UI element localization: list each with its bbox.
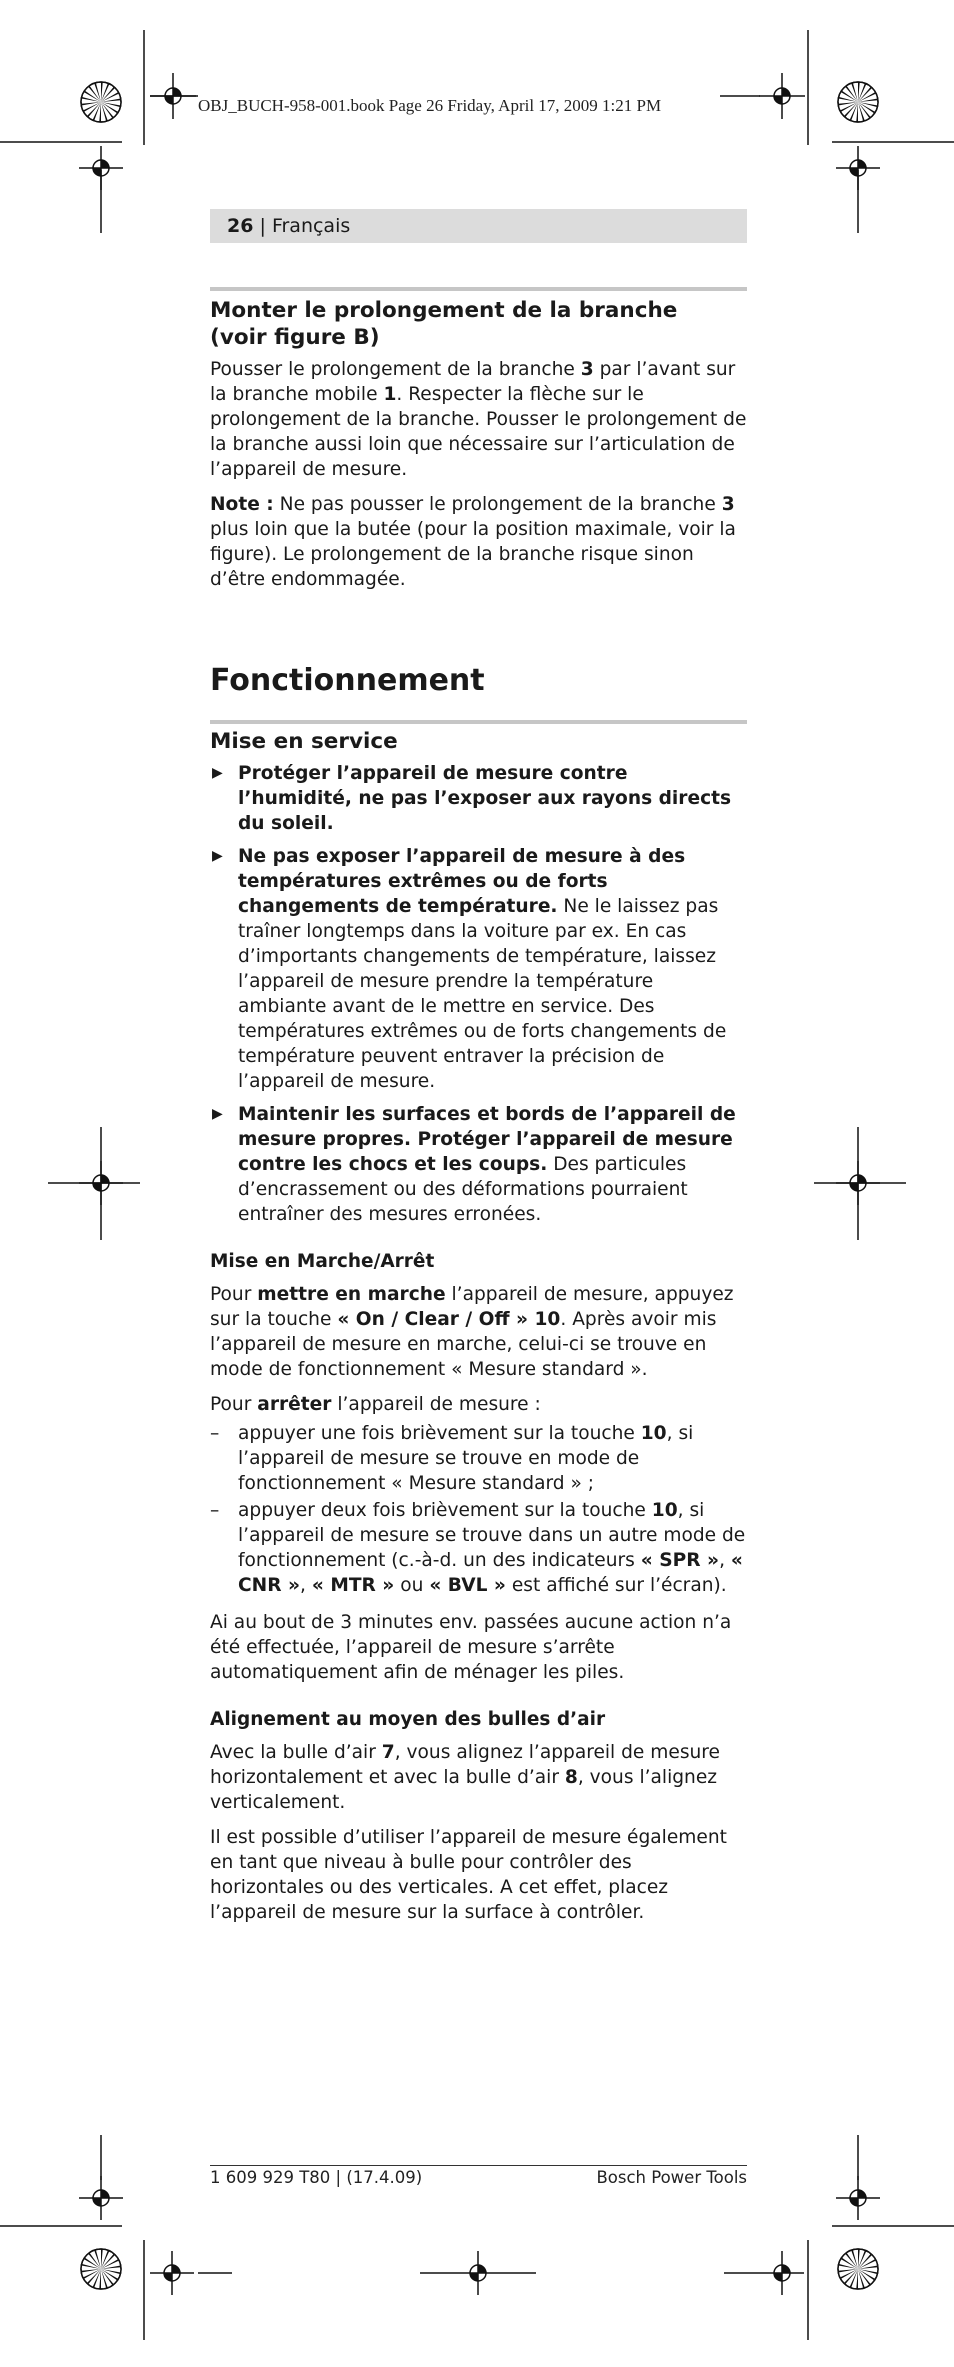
text-run: plus loin que la butée (pour la position maximale, voir la figure). Le prolongement de la branche risque sinon d’être endommagée.	[210, 519, 736, 590]
safety-bullet-list	[210, 761, 747, 1227]
dash-item	[210, 1498, 747, 1598]
text-run: ,	[719, 1550, 731, 1571]
page-number: 26	[227, 215, 254, 237]
page-header-separator: |	[253, 215, 272, 237]
text-run: Il est possible d’utiliser l’appareil de mesure également en tant que niveau à bulle pour contrôler des horizontales ou des verticales. A cet effet, placez l’appareil de mesure sur la surface à contrôler.	[210, 1827, 727, 1923]
page-header-bar	[210, 209, 747, 243]
section-rule	[210, 287, 747, 291]
text-run: Ne pas pousser le prolongement de la branche	[273, 494, 722, 515]
footer-brand: Bosch Power Tools	[596, 2168, 747, 2187]
text-run: Ne le laissez pas traîner longtemps dans la voiture par ex. En cas d’importants changements de température, laissez l’appareil de mesure prendre la température ambiante avant de le mettre en service. Des températures extrêmes ou de forts changements de température peuvent entraver la précision de l’appareil de mesure.	[238, 896, 727, 1092]
text-run: appuyer deux fois brièvement sur la touche	[238, 1500, 652, 1521]
text-run: l’appareil de mesure, appuyez sur la touche	[210, 1284, 734, 1330]
page-header-language: Français	[271, 215, 351, 237]
bold-run: Protéger l’appareil de mesure contre l’humidité, ne pas l’exposer aux rayons directs du soleil.	[238, 763, 732, 834]
text-run: Avec la bulle d’air	[210, 1742, 382, 1763]
bold-run: « On / Clear / Off » 10	[337, 1309, 561, 1330]
section-title-extension: Monter le prolongement de la branche (voir figure B)	[210, 298, 678, 350]
subsection-title-bubble: Alignement au moyen des bulles d’air	[210, 1709, 606, 1730]
paragraph-onoff-1	[210, 1282, 747, 1382]
bold-run: « CNR »	[238, 1550, 743, 1596]
text-run: ou	[394, 1575, 430, 1596]
dash-item	[210, 1421, 747, 1496]
bullet-item	[210, 1102, 747, 1227]
bold-run: mettre en marche	[257, 1284, 446, 1305]
footer-part-number: 1 609 929 T80 | (17.4.09)	[210, 2168, 423, 2187]
bold-run: 3	[721, 494, 735, 515]
section-rule	[210, 720, 747, 724]
bullet-arrow-icon: ▶	[212, 1106, 223, 1122]
bold-run: 7	[381, 1742, 395, 1763]
page-content	[210, 287, 747, 1935]
text-run: Pousser le prolongement de la branche	[210, 359, 581, 380]
text-run: par l’avant sur la branche mobile	[210, 359, 736, 405]
text-run: ,	[300, 1575, 312, 1596]
paragraph-onoff-3	[210, 1610, 747, 1685]
section-title-operation: Fonctionnement	[210, 663, 485, 698]
bold-run: 1	[383, 384, 397, 405]
bullet-arrow-icon: ▶	[212, 765, 223, 781]
bold-run: 10	[640, 1423, 667, 1444]
bold-run: Note :	[210, 494, 274, 515]
book-file-info: OBJ_BUCH-958-001.book Page 26 Friday, April 17, 2009 1:21 PM	[198, 96, 662, 115]
text-run: , vous l’alignez verticalement.	[210, 1767, 718, 1813]
subsection-title-onoff: Mise en Marche/Arrêt	[210, 1251, 435, 1272]
text-run: Pour	[210, 1284, 258, 1305]
bold-run: 8	[564, 1767, 578, 1788]
page-header-text	[227, 215, 350, 237]
text-run: appuyer une fois brièvement sur la touche	[238, 1423, 641, 1444]
dash-icon: –	[210, 1500, 220, 1521]
paragraph-bubble-2	[210, 1825, 747, 1925]
page-footer	[210, 2165, 747, 2187]
bold-run: Ne pas exposer l’appareil de mesure à des températures extrêmes ou de forts changements de température.	[238, 846, 686, 917]
bold-run: « MTR »	[311, 1575, 395, 1596]
paragraph-onoff-2	[210, 1392, 747, 1417]
text-run: Ai au bout de 3 minutes env. passées aucune action n’a été effectuée, l’appareil de mesure s’arrête automatiquement afin de ménager les piles.	[210, 1612, 732, 1683]
subsection-title-start: Mise en service	[210, 729, 398, 754]
text-run: . Respecter la flèche sur le prolongement de la branche. Pousser le prolongement de la branche aussi loin que nécessaire sur l’articulation de l’appareil de mesure.	[210, 384, 747, 480]
bold-run: « BVL »	[429, 1575, 506, 1596]
text-run: , vous alignez l’appareil de mesure horizontalement et avec la bulle d’air	[210, 1742, 720, 1788]
text-run: est affiché sur l’écran).	[505, 1575, 727, 1596]
bullet-item	[210, 844, 747, 1094]
text-run: , si l’appareil de mesure se trouve en mode de fonctionnement « Mesure standard » ;	[238, 1423, 694, 1494]
text-run: Des particules d’encrassement ou des déformations pourraient entraîner des mesures erronées.	[238, 1154, 688, 1225]
bold-run: 10	[651, 1500, 678, 1521]
dash-icon: –	[210, 1423, 220, 1444]
paragraph-bubble-1	[210, 1740, 747, 1815]
bullet-item	[210, 761, 747, 836]
text-run: , si l’appareil de mesure se trouve dans un autre mode de fonctionnement (c.-à-d. un des indicateurs	[238, 1500, 746, 1571]
paragraph-extension-note	[210, 492, 747, 592]
paragraph-extension-1	[210, 357, 747, 482]
bold-run: « SPR »	[640, 1550, 720, 1571]
bold-run: arrêter	[257, 1394, 332, 1415]
text-run: . Après avoir mis l’appareil de mesure en marche, celui-ci se trouve en mode de fonctionnement « Mesure standard ».	[210, 1309, 717, 1380]
bold-run: Maintenir les surfaces et bords de l’appareil de mesure propres. Protéger l’appareil de mesure contre les chocs et les coups.	[238, 1104, 736, 1175]
off-dash-list	[210, 1421, 747, 1598]
text-run: l’appareil de mesure :	[331, 1394, 541, 1415]
bold-run: 3	[580, 359, 594, 380]
bullet-arrow-icon: ▶	[212, 848, 223, 864]
text-run: Pour	[210, 1394, 258, 1415]
